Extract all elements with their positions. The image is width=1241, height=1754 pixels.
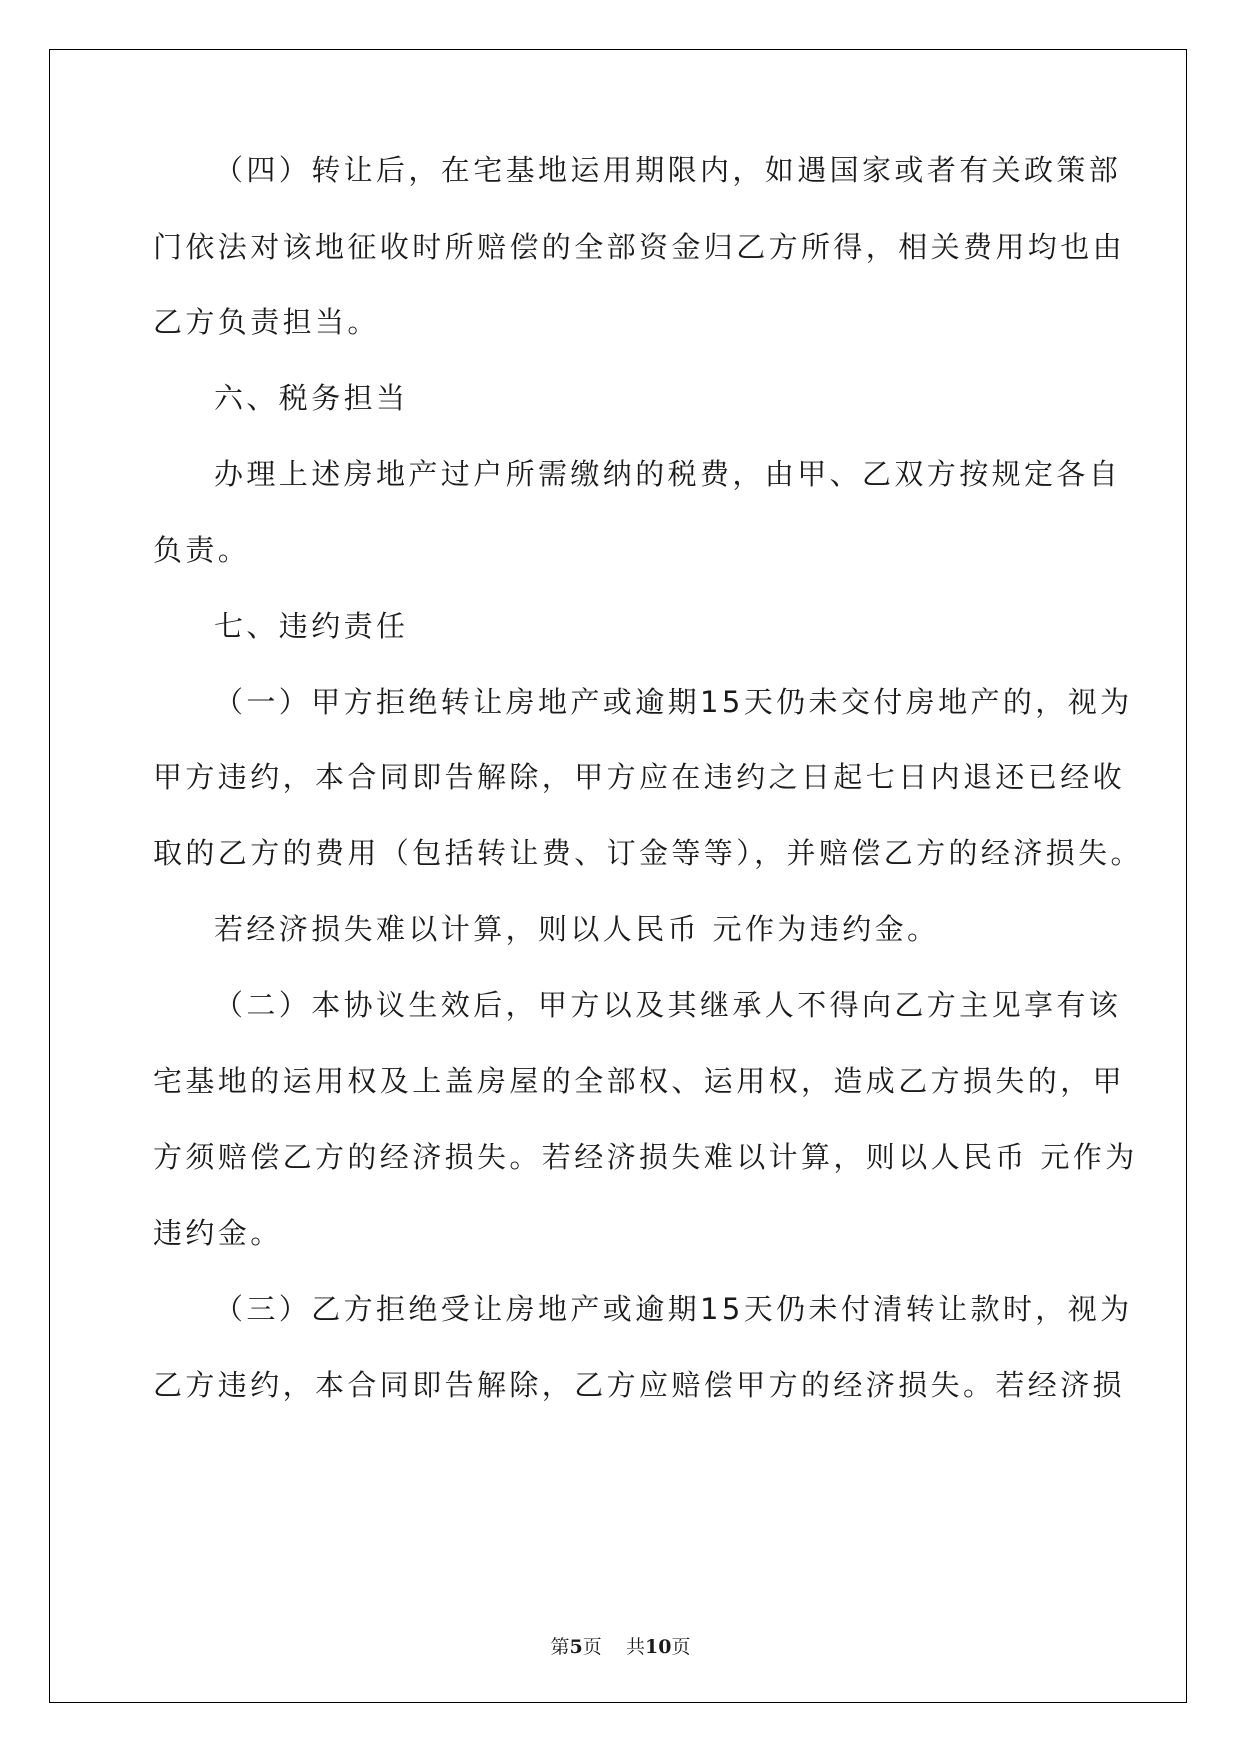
footer-page-suffix: 页 bbox=[582, 1636, 602, 1658]
paragraph-line: 违约金。 bbox=[153, 1216, 283, 1250]
section-heading: 七、违约责任 bbox=[214, 609, 409, 643]
paragraph-line: 方须赔偿乙方的经济损失。若经济损失难以计算，则以人民币 元作为 bbox=[153, 1140, 1138, 1174]
paragraph-line: （三）乙方拒绝受让房地产或逾期15天仍未付清转让款时，视为 bbox=[214, 1292, 1133, 1326]
paragraph-line: 宅基地的运用权及上盖房屋的全部权、运用权，造成乙方损失的，甲 bbox=[153, 1064, 1126, 1098]
paragraph-line: 门依法对该地征收时所赔偿的全部资金归乙方所得，相关费用均也由 bbox=[153, 230, 1126, 264]
paragraph-line: 办理上述房地产过户所需缴纳的税费，由甲、乙双方按规定各自 bbox=[214, 457, 1122, 491]
page-frame bbox=[49, 49, 1187, 1703]
current-page-number: 5 bbox=[569, 1636, 583, 1658]
footer-total-prefix: 共 bbox=[625, 1636, 645, 1658]
section-heading: 六、税务担当 bbox=[214, 381, 409, 415]
paragraph-line: （四）转让后，在宅基地运用期限内，如遇国家或者有关政策部 bbox=[214, 153, 1122, 187]
footer-total-suffix: 页 bbox=[671, 1636, 691, 1658]
total-page-number: 10 bbox=[644, 1636, 672, 1658]
paragraph-line: 若经济损失难以计算，则以人民币 元作为违约金。 bbox=[214, 912, 940, 946]
paragraph-line: （二）本协议生效后，甲方以及其继承人不得向乙方主见享有该 bbox=[214, 988, 1122, 1022]
footer-prefix: 第 bbox=[550, 1636, 570, 1658]
paragraph-line: （一）甲方拒绝转让房地产或逾期15天仍未交付房地产的，视为 bbox=[214, 685, 1133, 719]
paragraph-line: 甲方违约，本合同即告解除，甲方应在违约之日起七日内退还已经收 bbox=[153, 760, 1126, 794]
paragraph-line: 乙方负责担当。 bbox=[153, 305, 380, 339]
page-footer bbox=[0, 1635, 1241, 1659]
paragraph-line: 乙方违约，本合同即告解除，乙方应赔偿甲方的经济损失。若经济损 bbox=[153, 1368, 1126, 1402]
paragraph-line: 取的乙方的费用（包括转让费、订金等等），并赔偿乙方的经济损失。 bbox=[153, 836, 1143, 870]
paragraph-line: 负责。 bbox=[153, 533, 251, 567]
